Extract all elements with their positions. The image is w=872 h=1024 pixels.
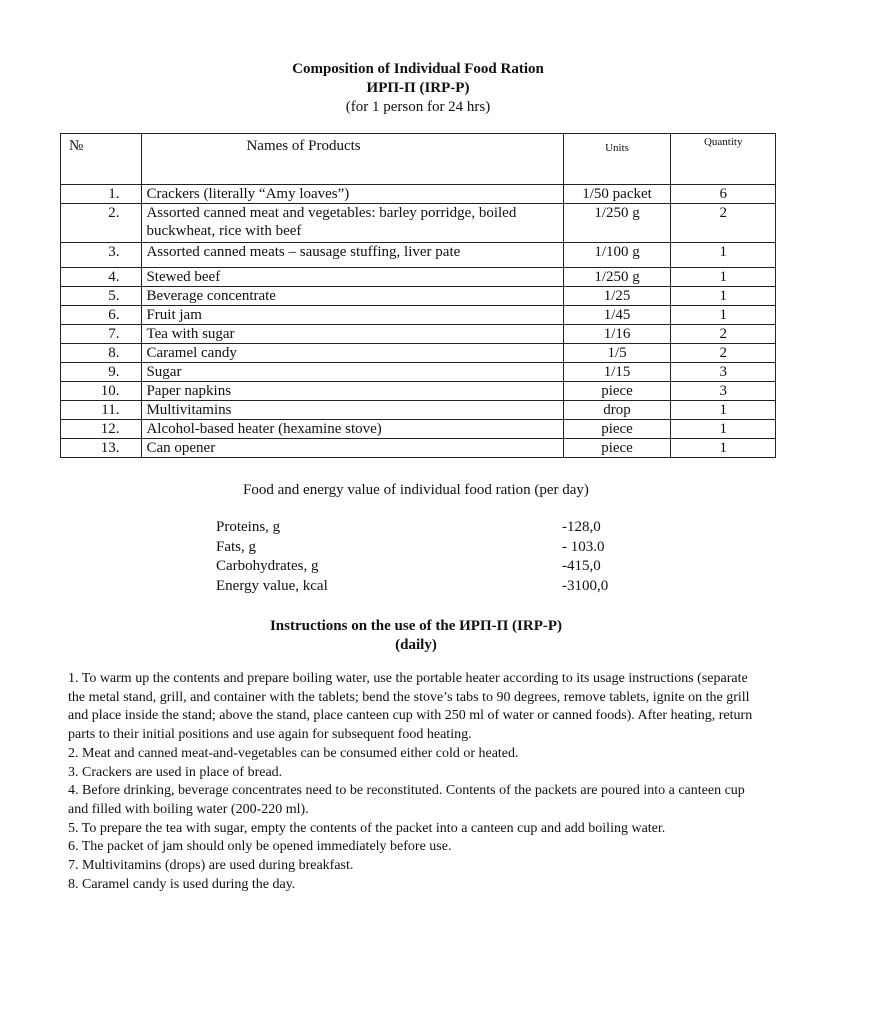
table-row bbox=[61, 420, 776, 439]
table-row bbox=[61, 401, 776, 420]
row-qty: 1 bbox=[671, 306, 776, 325]
row-qty: 1 bbox=[671, 420, 776, 439]
header-name: Names of Products bbox=[142, 134, 563, 185]
table-header-row bbox=[61, 134, 776, 185]
energy-row bbox=[216, 519, 636, 539]
row-name: Stewed beef bbox=[142, 268, 563, 287]
energy-label: Fats, g bbox=[216, 538, 257, 555]
row-qty: 1 bbox=[671, 268, 776, 287]
row-num: 7. bbox=[61, 325, 142, 344]
table-row bbox=[61, 287, 776, 306]
energy-value: -128,0 bbox=[562, 519, 601, 535]
row-num: 3. bbox=[61, 243, 142, 268]
energy-value: -3100,0 bbox=[562, 577, 609, 594]
instructions-header bbox=[0, 617, 832, 655]
row-num: 13. bbox=[61, 439, 142, 458]
row-units: 1/250 g bbox=[563, 204, 671, 243]
products-table bbox=[60, 133, 776, 458]
row-name: Sugar bbox=[142, 363, 563, 382]
row-num: 6. bbox=[61, 306, 142, 325]
row-num: 5. bbox=[61, 287, 142, 306]
table-row bbox=[61, 325, 776, 344]
instruction-item: 8. Caramel candy is used during the day. bbox=[68, 876, 296, 892]
energy-value: -415,0 bbox=[562, 558, 601, 574]
row-num: 2. bbox=[61, 204, 142, 243]
row-name: Assorted canned meats – sausage stuffing, liver pate bbox=[142, 243, 563, 268]
energy-label: Energy value, kcal bbox=[216, 577, 328, 594]
row-units: 1/50 packet bbox=[563, 185, 671, 204]
instructions-subtitle: (daily) bbox=[395, 637, 437, 653]
row-qty: 1 bbox=[671, 287, 776, 306]
row-name: Alcohol-based heater (hexamine stove) bbox=[142, 420, 563, 439]
row-qty: 3 bbox=[671, 363, 776, 382]
table-row bbox=[61, 268, 776, 287]
instruction-item: 3. Crackers are used in place of bread. bbox=[68, 764, 283, 780]
row-name: Caramel candy bbox=[142, 344, 563, 363]
instructions-title: Instructions on the use of the ИРП-П (IRP-P) bbox=[269, 618, 563, 634]
row-name: Fruit jam bbox=[142, 306, 563, 325]
row-qty: 6 bbox=[671, 185, 776, 204]
row-units: piece bbox=[563, 439, 671, 458]
row-name: Tea with sugar bbox=[142, 325, 563, 344]
table-row bbox=[61, 204, 776, 243]
instruction-item: 4. Before drinking, beverage concentrates need to be reconstituted. Contents of the packets are poured into a canteen cup and filled with boiling water (200-220 ml). bbox=[68, 783, 745, 817]
instructions-list bbox=[68, 670, 768, 894]
row-units: 1/100 g bbox=[563, 243, 671, 268]
energy-value: - 103.0 bbox=[562, 538, 605, 555]
energy-label: Proteins, g bbox=[216, 519, 281, 535]
row-name: Can opener bbox=[142, 439, 563, 458]
row-units: 1/250 g bbox=[563, 268, 671, 287]
row-name: Crackers (literally “Amy loaves”) bbox=[142, 185, 563, 204]
row-units: 1/16 bbox=[563, 325, 671, 344]
row-num: 12. bbox=[61, 420, 142, 439]
row-qty: 1 bbox=[671, 439, 776, 458]
table-row bbox=[61, 243, 776, 268]
instruction-item: 2. Meat and canned meat-and-vegetables can be consumed either cold or heated. bbox=[68, 745, 519, 761]
row-qty: 2 bbox=[671, 344, 776, 363]
row-qty: 2 bbox=[671, 204, 776, 243]
instruction-item: 5. To prepare the tea with sugar, empty the contents of the packet into a canteen cup and add boiling water. bbox=[68, 820, 666, 836]
row-num: 4. bbox=[61, 268, 142, 287]
row-qty: 2 bbox=[671, 325, 776, 344]
row-units: 1/15 bbox=[563, 363, 671, 382]
table-row bbox=[61, 363, 776, 382]
row-num: 9. bbox=[61, 363, 142, 382]
row-num: 11. bbox=[61, 401, 142, 420]
energy-list bbox=[216, 519, 636, 597]
row-units: 1/5 bbox=[563, 344, 671, 363]
row-units: 1/25 bbox=[563, 287, 671, 306]
energy-label: Carbohydrates, g bbox=[216, 558, 319, 574]
row-name: Paper napkins bbox=[142, 382, 563, 401]
energy-row bbox=[216, 539, 636, 559]
row-num: 1. bbox=[61, 185, 142, 204]
document-note: (for 1 person for 24 hrs) bbox=[345, 99, 491, 115]
table-row bbox=[61, 344, 776, 363]
instruction-item: 1. To warm up the contents and prepare boiling water, use the portable heater according to its usage instructions (separate the metal stand, grill, and container with the tablets; bend the stove’s tabs to 90 degrees, remove tablets, ignite on the grill and place inside the stand; above the stand, place canteen cup with 250 ml of water or canned foods). After heating, return parts to their initial positions and use again for subsequent food heating. bbox=[68, 671, 753, 743]
row-units: 1/45 bbox=[563, 306, 671, 325]
energy-row bbox=[216, 578, 636, 598]
document-title: Composition of Individual Food Ration bbox=[292, 61, 544, 77]
row-qty: 1 bbox=[671, 401, 776, 420]
row-name: Multivitamins bbox=[142, 401, 563, 420]
table-row bbox=[61, 439, 776, 458]
row-name: Assorted canned meat and vegetables: barley porridge, boiled buckwheat, rice with beef bbox=[142, 204, 563, 243]
row-qty: 1 bbox=[671, 243, 776, 268]
row-units: piece bbox=[563, 420, 671, 439]
instruction-item: 7. Multivitamins (drops) are used during breakfast. bbox=[68, 858, 354, 874]
row-units: drop bbox=[563, 401, 671, 420]
energy-row bbox=[216, 558, 636, 578]
document-header bbox=[0, 60, 836, 117]
instruction-item: 6. The packet of jam should only be opened immediately before use. bbox=[68, 839, 452, 855]
header-units: Units bbox=[563, 134, 671, 185]
table-row bbox=[61, 382, 776, 401]
row-num: 10. bbox=[61, 382, 142, 401]
header-num: № bbox=[61, 134, 142, 185]
row-qty: 3 bbox=[671, 382, 776, 401]
table-row bbox=[61, 185, 776, 204]
document-subtitle: ИРП-П (IRP-P) bbox=[366, 80, 470, 96]
header-qty: Quantity bbox=[671, 134, 776, 185]
energy-section-title: Food and energy value of individual food ration (per day) bbox=[243, 482, 589, 498]
table-row bbox=[61, 306, 776, 325]
row-num: 8. bbox=[61, 344, 142, 363]
row-units: piece bbox=[563, 382, 671, 401]
row-name: Beverage concentrate bbox=[142, 287, 563, 306]
